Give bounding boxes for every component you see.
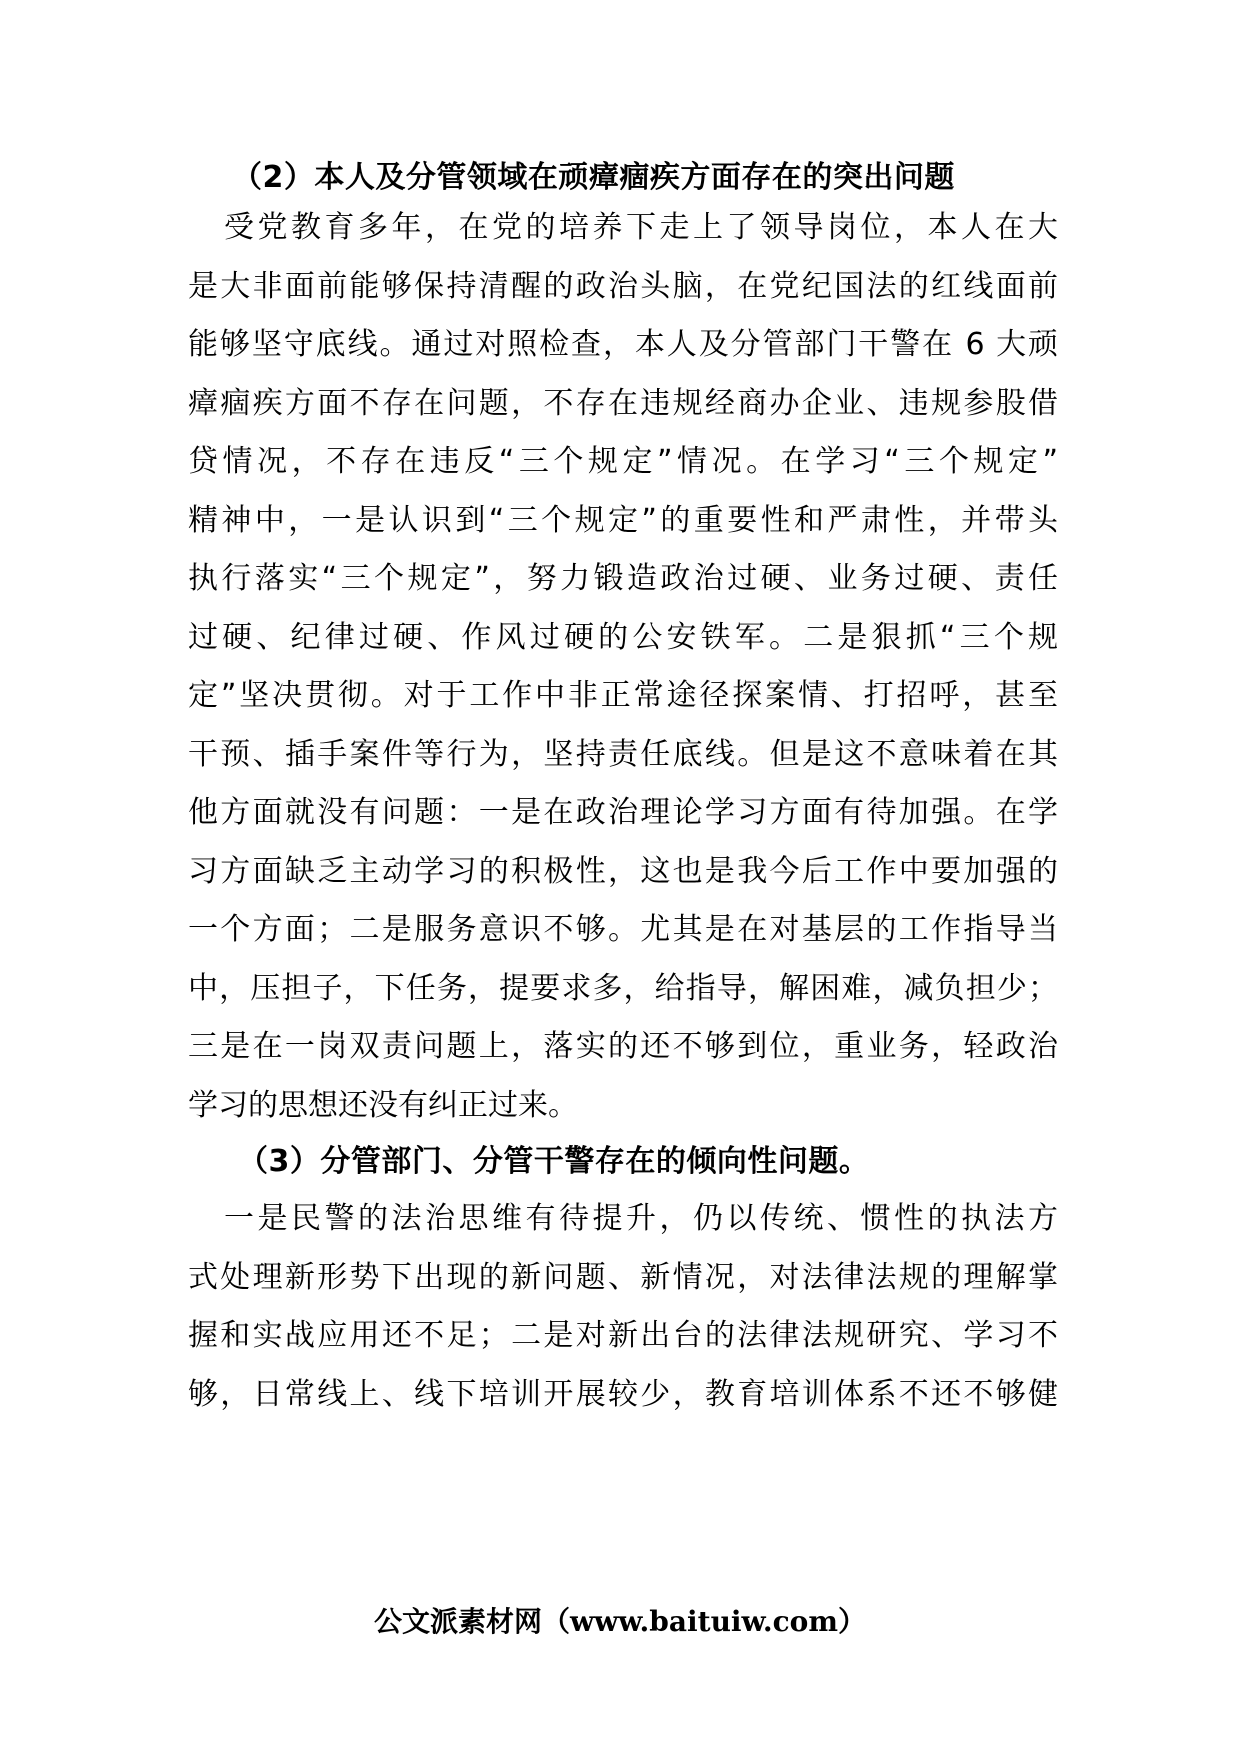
paragraph-line: 式处理新形势下出现的新问题、新情况，对法律法规的理解掌 (188, 1260, 1058, 1295)
paragraph-line: 受党教育多年，在党的培养下走上了领导岗位，本人在大 (224, 210, 1058, 245)
paragraph-line: 学习的思想还没有纠正过来。 (188, 1088, 578, 1123)
paragraph-line: 贷情况，不存在违反“三个规定”情况。在学习“三个规定” (188, 444, 1058, 479)
paragraph-line: 一是民警的法治思维有待提升，仍以传统、惯性的执法方 (224, 1201, 1058, 1236)
paragraph-line: 够，日常线上、线下培训开展较少，教育培训体系不还不够健 (188, 1377, 1058, 1412)
section-3-heading: （3）分管部门、分管干警存在的倾向性问题。 (238, 1144, 870, 1179)
footer-watermark: 公文派素材网（www.baituiw.com） (374, 1605, 866, 1638)
paragraph-line: 定”坚决贯彻。对于工作中非正常途径探案情、打招呼，甚至 (188, 678, 1058, 713)
paragraph-line: 是大非面前能够保持清醒的政治头脑，在党纪国法的红线面前 (188, 269, 1058, 304)
paragraph-line: 干预、插手案件等行为，坚持责任底线。但是这不意味着在其 (188, 737, 1058, 772)
section-2-heading: （2）本人及分管领域在顽瘴痼疾方面存在的突出问题 (232, 160, 955, 195)
paragraph-line: 中，压担子，下任务，提要求多，给指导，解困难，减负担少； (188, 971, 1058, 1006)
paragraph-line: 能够坚守底线。通过对照检查，本人及分管部门干警在 6 大顽 (188, 327, 1058, 362)
paragraph-line: 习方面缺乏主动学习的积极性，这也是我今后工作中要加强的 (188, 854, 1058, 889)
paragraph-line: 握和实战应用还不足；二是对新出台的法律法规研究、学习不 (188, 1318, 1058, 1353)
paragraph-line: 执行落实“三个规定”，努力锻造政治过硬、业务过硬、责任 (188, 561, 1058, 596)
paragraph-line: 过硬、纪律过硬、作风过硬的公安铁军。二是狠抓“三个规 (188, 620, 1058, 655)
paragraph-line: 他方面就没有问题：一是在政治理论学习方面有待加强。在学 (188, 795, 1058, 830)
paragraph-line: 三是在一岗双责问题上，落实的还不够到位，重业务，轻政治 (188, 1029, 1058, 1064)
paragraph-line: 精神中，一是认识到“三个规定”的重要性和严肃性，并带头 (188, 503, 1058, 538)
paragraph-line: 一个方面；二是服务意识不够。尤其是在对基层的工作指导当 (188, 912, 1058, 947)
paragraph-line: 瘴痼疾方面不存在问题，不存在违规经商办企业、违规参股借 (188, 386, 1058, 421)
